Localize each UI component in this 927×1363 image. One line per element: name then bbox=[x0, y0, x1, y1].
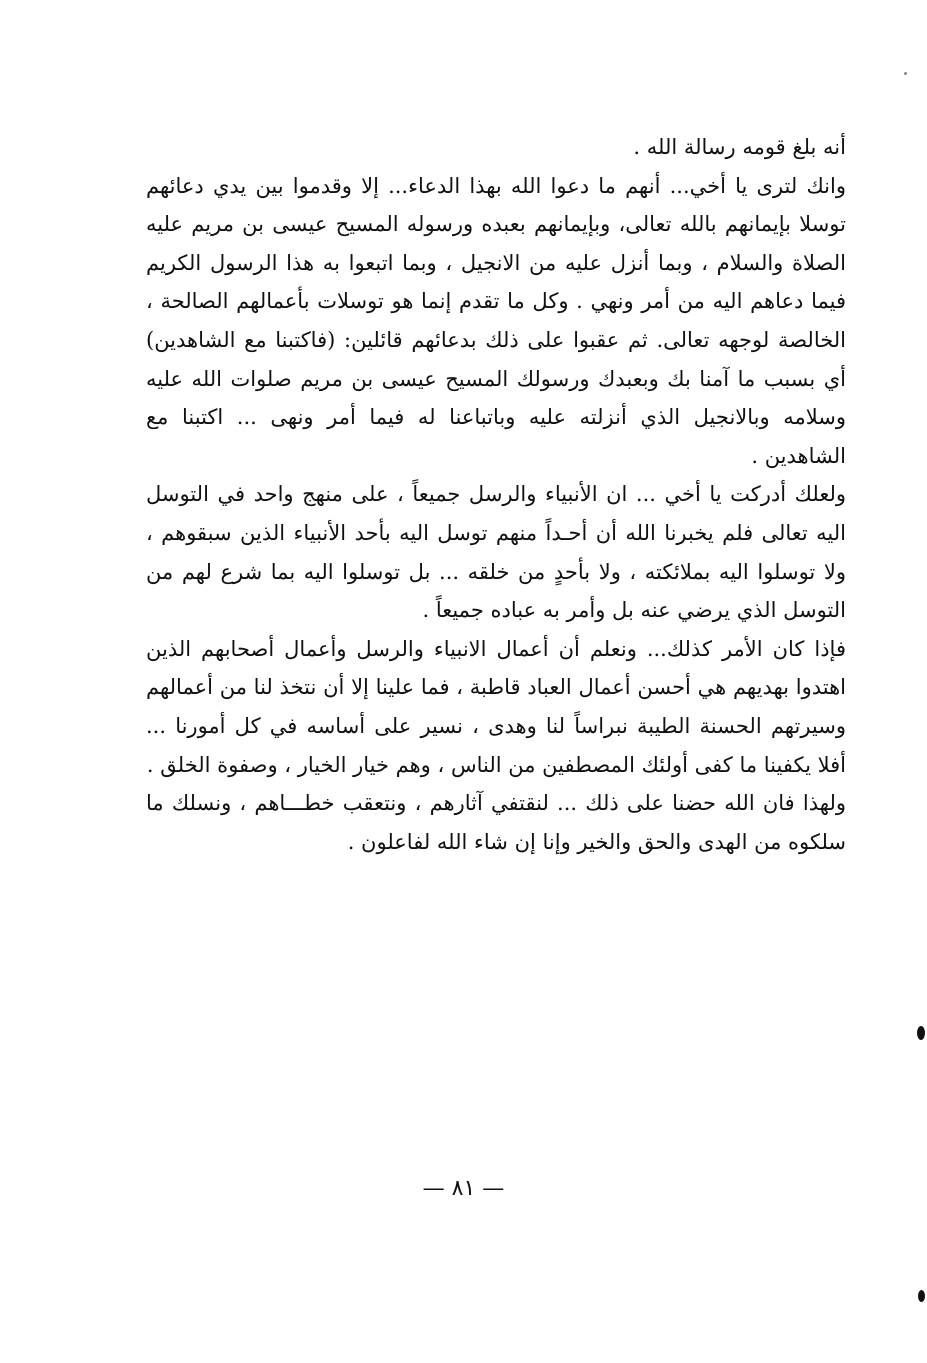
paragraph-2: وانك لترى يا أخي... أنهم ما دعوا الله بهذا الدعاء... إلا وقدموا بين يدي دعائهم توسلا بإيمانهم بالله تعالى، وبإيمانهم بعبده ورسوله المسيح عيسى بن مريم عليه الصلاة والسلام ، وبما أنزل عليه من الانجيل ، وبما اتبعوا به هذا الرسول الكريم فيما دعاهم اليه من أمر ونهي . وكل ما تقدم إنما هو توسلات بأعمالهم الصالحة ، الخالصة لوجهه تعالى. ثم عقبوا على ذلك بدعائهم قائلين: (فاكتبنا مع الشاهدين) أي بسبب ما آمنا بك وبعبدك ورسولك المسيح عيسى بن مريم صلوات الله عليه وسلامه وبالانجيل الذي أنزلته عليه وباتباعنا له فيما أمر ونهى ... اكتبنا مع الشاهدين . bbox=[146, 173, 847, 468]
body-text bbox=[146, 128, 846, 861]
paragraph-5: ولهذا فان الله حضنا على ذلك ... لنقتفي آثارهم ، ونتعقب خطـــاهم ، ونسلك ما سلكوه من الهدى والحق والخير وإنا إن شاء الله لفاعلون . bbox=[146, 791, 846, 854]
paragraph-4: فإذا كان الأمر كذلك... ونعلم أن أعمال الانبياء والرسل وأعمال أصحابهم الذين اهتدوا بهديهم هي أحسن أعمال العباد قاطبة ، فما علينا إلا أن نتخذ لنا من أعمالهم وسيرتهم الحسنة الطيبة نبراساً لنا وهدى ، نسير على أساسه في كل أمورنا ... أفلا يكفينا ما كفى أولئك المصطفين من الناس ، وهم خيار الخيار ، وصفوة الخلق . bbox=[146, 636, 846, 777]
scan-artifact-dot bbox=[904, 72, 907, 75]
page-number: — ٨١ — bbox=[422, 1176, 505, 1201]
scan-artifact-dot bbox=[917, 1026, 925, 1040]
paragraph-1: أنه بلغ قومه رسالة الله . bbox=[633, 135, 846, 159]
paragraph-3: ولعلك أدركت يا أخي ... ان الأنبياء والرسل جميعاً ، على منهج واحد في التوسل اليه تعالى فلم يخبرنا الله أن أحـداً منهم توسل اليه بأحد الأنبياء الذين سبقوهم ، ولا توسلوا اليه بملائكته ، ولا بأحدٍ من خلقه ... بل توسلوا اليه بما شرع لهم من التوسل الذي يرضي عنه بل وأمر به عباده جميعاً . bbox=[146, 482, 846, 623]
scan-artifact-dot bbox=[918, 1290, 925, 1302]
